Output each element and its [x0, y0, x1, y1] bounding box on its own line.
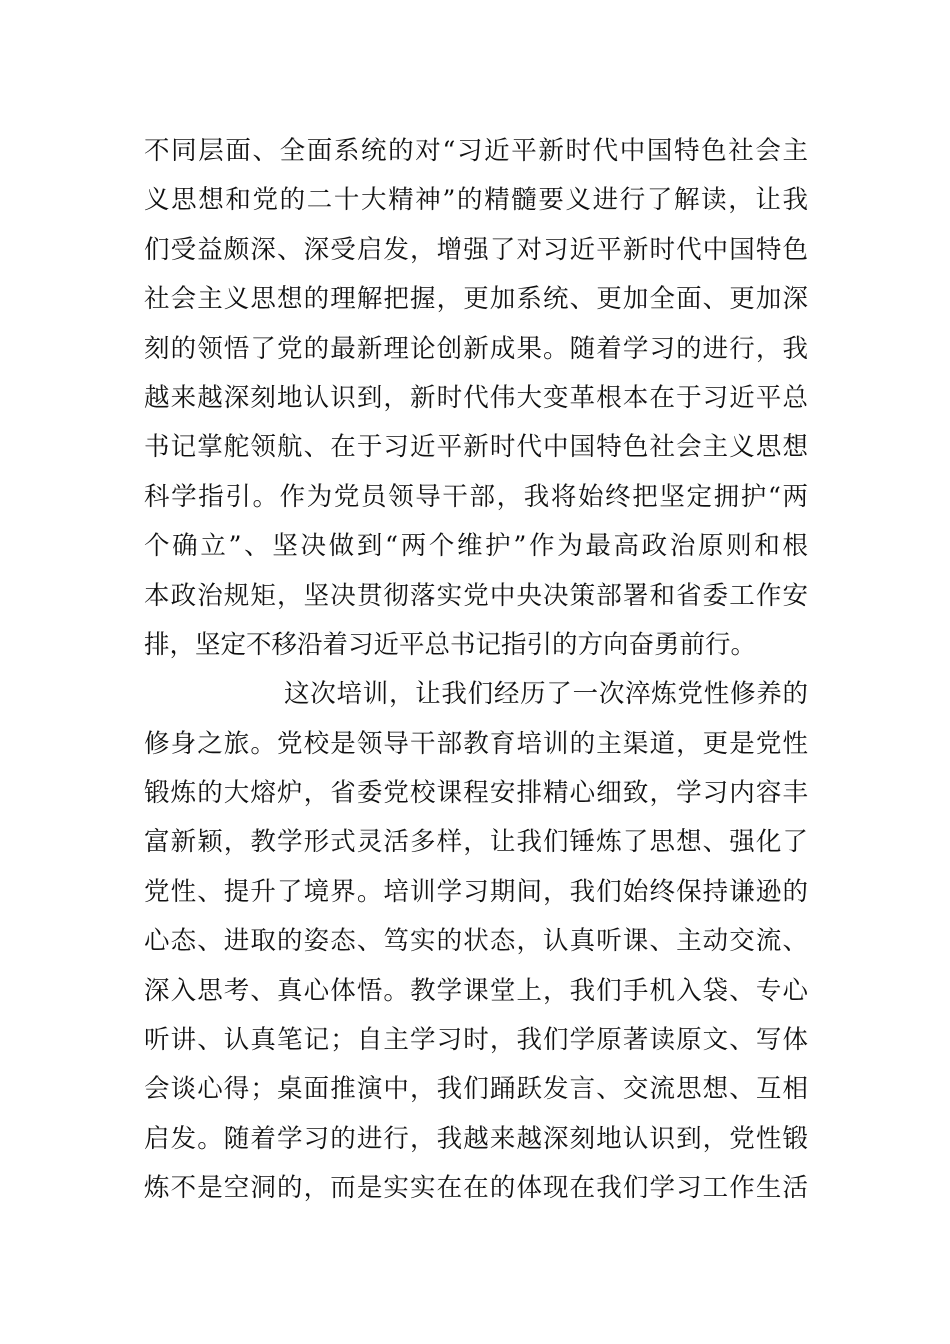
paragraph-2	[144, 670, 808, 1213]
text-line: 听讲、认真笔记；自主学习时，我们学原著读原文、写体	[144, 1025, 808, 1056]
text-line: 这次培训，让我们经历了一次淬炼党性修养的	[284, 679, 808, 710]
paragraph-1	[144, 127, 808, 670]
text-line: 党性、提升了境界。培训学习期间，我们始终保持谦逊的	[144, 876, 808, 907]
text-line: 书记掌舵领航、在于习近平新时代中国特色社会主义思想	[144, 432, 808, 463]
text-line: 越来越深刻地认识到，新时代伟大变革根本在于习近平总	[144, 382, 808, 413]
text-line: 富新颖，教学形式灵活多样，让我们锤炼了思想、强化了	[144, 827, 808, 858]
text-line: 本政治规矩，坚决贯彻落实党中央决策部署和省委工作安	[144, 580, 808, 611]
text-line: 会谈心得；桌面推演中，我们踊跃发言、交流思想、互相	[144, 1074, 808, 1105]
text-line: 们受益颇深、深受启发，增强了对习近平新时代中国特色	[144, 234, 808, 265]
text-line: 科学指引。作为党员领导干部，我将始终把坚定拥护“两	[144, 481, 808, 512]
text-line: 义思想和党的二十大精神”的精髓要义进行了解读，让我	[144, 185, 808, 216]
text-line: 深入思考、真心体悟。教学课堂上，我们手机入袋、专心	[144, 975, 808, 1006]
text-line: 修身之旅。党校是领导干部教育培训的主渠道，更是党性	[144, 728, 808, 759]
text-line: 不同层面、全面系统的对“习近平新时代中国特色社会主	[144, 136, 808, 166]
text-line: 刻的领悟了党的最新理论创新成果。随着学习的进行，我	[144, 333, 808, 364]
text-line: 炼不是空洞的，而是实实在在的体现在我们学习工作生活	[144, 1173, 808, 1204]
body-text	[144, 127, 808, 1214]
text-line: 社会主义思想的理解把握，更加系统、更加全面、更加深	[144, 284, 808, 315]
text-line: 个确立”、坚决做到“两个维护”作为最高政治原则和根	[144, 531, 808, 562]
text-line: 心态、进取的姿态、笃实的状态，认真听课、主动交流、	[144, 926, 808, 957]
text-line: 锻炼的大熔炉，省委党校课程安排精心细致，学习内容丰	[144, 778, 808, 809]
text-line: 启发。随着学习的进行，我越来越深刻地认识到，党性锻	[144, 1123, 808, 1154]
text-line: 排，坚定不移沿着习近平总书记指引的方向奋勇前行。	[144, 629, 757, 660]
